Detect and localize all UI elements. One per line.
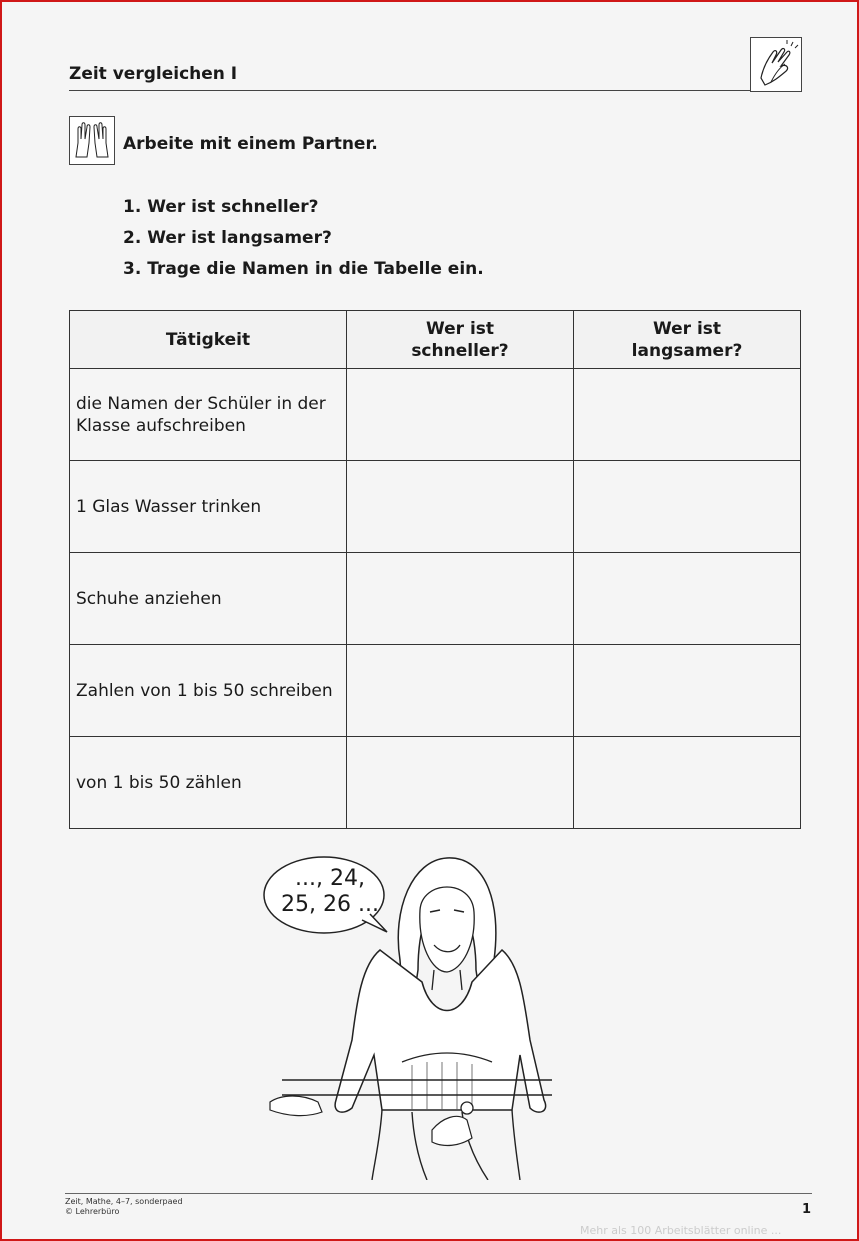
table-row <box>70 645 801 737</box>
slower-answer-cell[interactable] <box>574 369 801 461</box>
page-title: Zeit vergleichen I <box>69 64 238 84</box>
activity-table <box>69 310 801 829</box>
activity-cell: die Namen der Schüler in der Klasse aufschreiben <box>70 369 347 461</box>
table-header-row <box>70 311 801 369</box>
faster-answer-cell[interactable] <box>347 369 574 461</box>
activity-cell: von 1 bis 50 zählen <box>70 737 347 829</box>
slower-answer-cell[interactable] <box>574 461 801 553</box>
header-slower: Wer ist langsamer? <box>574 311 801 369</box>
faster-answer-cell[interactable] <box>347 553 574 645</box>
table-row <box>70 553 801 645</box>
slower-answer-cell[interactable] <box>574 645 801 737</box>
task-item: 3. Trage die Namen in die Tabelle ein. <box>123 259 484 279</box>
partner-hands-icon <box>69 116 115 165</box>
speech-bubble-line: ..., 24, <box>295 866 365 891</box>
table-row <box>70 369 801 461</box>
speech-bubble-line: 25, 26 ... <box>281 892 379 917</box>
speech-bubble <box>280 866 380 918</box>
slower-answer-cell[interactable] <box>574 553 801 645</box>
task-list <box>123 196 484 289</box>
footer-source: Zeit, Mathe, 4–7, sonderpaed <box>65 1197 183 1206</box>
faster-answer-cell[interactable] <box>347 737 574 829</box>
header-faster: Wer ist schneller? <box>347 311 574 369</box>
instruction-text: Arbeite mit einem Partner. <box>123 134 378 154</box>
task-item: 2. Wer ist langsamer? <box>123 228 332 248</box>
title-divider <box>69 90 750 91</box>
table-row <box>70 737 801 829</box>
header-activity: Tätigkeit <box>70 311 347 369</box>
activity-cell: 1 Glas Wasser trinken <box>70 461 347 553</box>
footer-divider <box>65 1193 812 1194</box>
footer-info <box>65 1197 183 1217</box>
table-row <box>70 461 801 553</box>
slower-answer-cell[interactable] <box>574 737 801 829</box>
activity-cell: Zahlen von 1 bis 50 schreiben <box>70 645 347 737</box>
task-item: 1. Wer ist schneller? <box>123 197 319 217</box>
footer-copyright: © Lehrerbüro <box>65 1207 120 1216</box>
faster-answer-cell[interactable] <box>347 461 574 553</box>
faster-answer-cell[interactable] <box>347 645 574 737</box>
page-number: 1 <box>802 1202 812 1217</box>
activity-cell: Schuhe anziehen <box>70 553 347 645</box>
watermark: Mehr als 100 Arbeitsblätter online ... <box>580 1224 782 1237</box>
clapping-hands-icon <box>750 37 802 92</box>
